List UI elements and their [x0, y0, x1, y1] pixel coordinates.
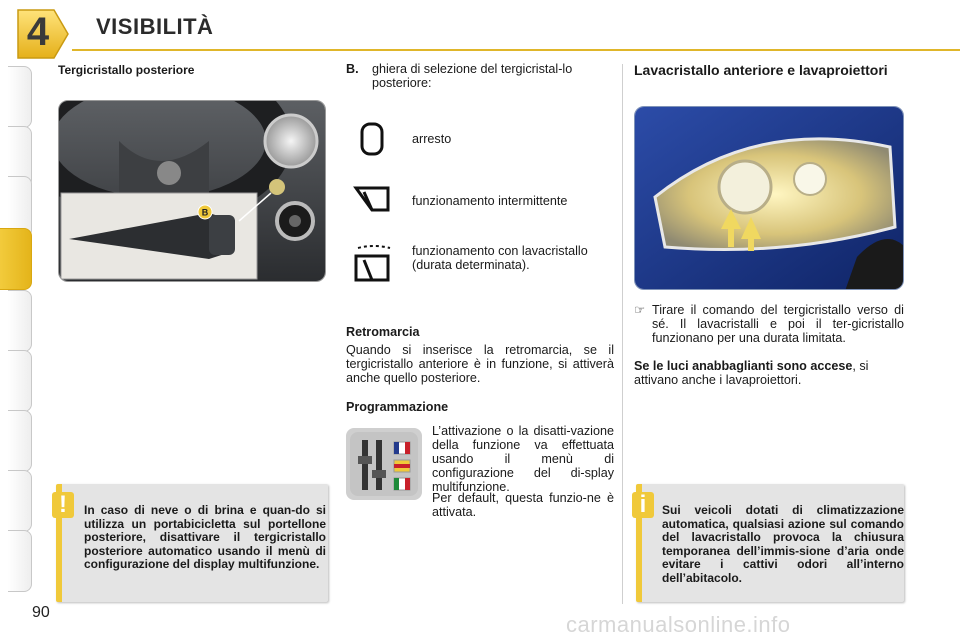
rear-wiper-title: Tergicristallo posteriore	[58, 63, 195, 77]
header-divider	[72, 48, 960, 52]
headlight-photo	[634, 106, 904, 290]
chapter-tab[interactable]	[8, 66, 32, 128]
wiper-off-icon	[352, 120, 396, 160]
reverse-title: Retromarcia	[346, 325, 420, 339]
info-icon: i	[632, 492, 654, 518]
column-divider	[622, 64, 623, 604]
page-number: 90	[32, 604, 50, 621]
exclamation-icon: !	[52, 492, 74, 518]
chapter-tab[interactable]	[8, 530, 32, 592]
wiper-mode-label: funzionamento con lavacristallo (durata determinata).	[412, 244, 588, 272]
wiper-mode-label: funzionamento intermittente	[412, 194, 568, 208]
info-note-text: Sui veicoli dotati di climatizzazione automatica, qualsiasi azione sul comando del lavacristallo provoca la chiusura temporanea dell’immis-sione d’aria onde evitare i cattivi odori all’interno dell’abitacolo.	[662, 503, 904, 585]
wiper-washer-icon	[352, 244, 396, 288]
reverse-text: Quando si inserisce la retromarcia, se il tergicristallo anteriore è in funzione, si attiverà anche quello posteriore.	[346, 343, 614, 385]
chapter-badge	[14, 6, 72, 64]
headlight-condition-rest: , si attivano anche i lavaproiettori.	[634, 359, 869, 387]
b-description: ghiera di selezione del tergicristal-lo posteriore:	[372, 62, 573, 90]
info-note	[636, 484, 904, 602]
wiper-mode-off	[352, 120, 612, 164]
display-settings-icon	[346, 428, 422, 500]
photo-marker-b: B	[201, 207, 209, 218]
chapter-tabs	[0, 60, 36, 580]
programming-title: Programmazione	[346, 400, 449, 414]
headlight-condition-bold: Se le luci anabbaglianti sono accese	[634, 359, 853, 373]
b-label: B.	[346, 62, 359, 76]
watermark: carmanualsonline.info	[566, 612, 791, 637]
steering-wheel-photo	[58, 100, 326, 282]
wiper-mode-intermittent	[352, 182, 612, 226]
chapter-number: 4	[26, 10, 50, 54]
wiper-intermittent-icon	[352, 182, 396, 222]
headlight-washer-text	[634, 359, 906, 387]
warning-note-text: In caso di neve o di brina e quan-do si utilizza un portabicicletta sul portellone posteriore, disattivare il tergicristallo posteriore automatico usando il menù di configurazione del display multifunzione.	[84, 503, 326, 571]
wiper-mode-washer	[352, 244, 612, 294]
hand-pointer-icon: ☞	[634, 303, 646, 317]
chapter-tab[interactable]	[8, 470, 32, 532]
warning-note	[56, 484, 328, 602]
chapter-tab-active[interactable]	[0, 228, 32, 290]
wiper-mode-label: arresto	[412, 132, 452, 146]
programming-text: L’attivazione o la disatti-vazione della funzione va effettuata usando il menù di configurazione del di-splay multifunzione.	[432, 424, 614, 494]
washer-instruction-text: Tirare il comando del tergicristallo verso di sé. Il lavacristalli e poi il ter-gicristallo funzionano per una durata limitata.	[652, 303, 904, 345]
washer-section-title: Lavacristallo anteriore e lavaproiettori	[634, 62, 888, 78]
chapter-tab[interactable]	[8, 290, 32, 352]
page-title: VISIBILITÀ	[96, 14, 214, 39]
programming-default-text: Per default, questa funzio-ne è attivata.	[432, 491, 614, 519]
chapter-tab[interactable]	[8, 350, 32, 412]
chapter-tab[interactable]	[8, 410, 32, 472]
